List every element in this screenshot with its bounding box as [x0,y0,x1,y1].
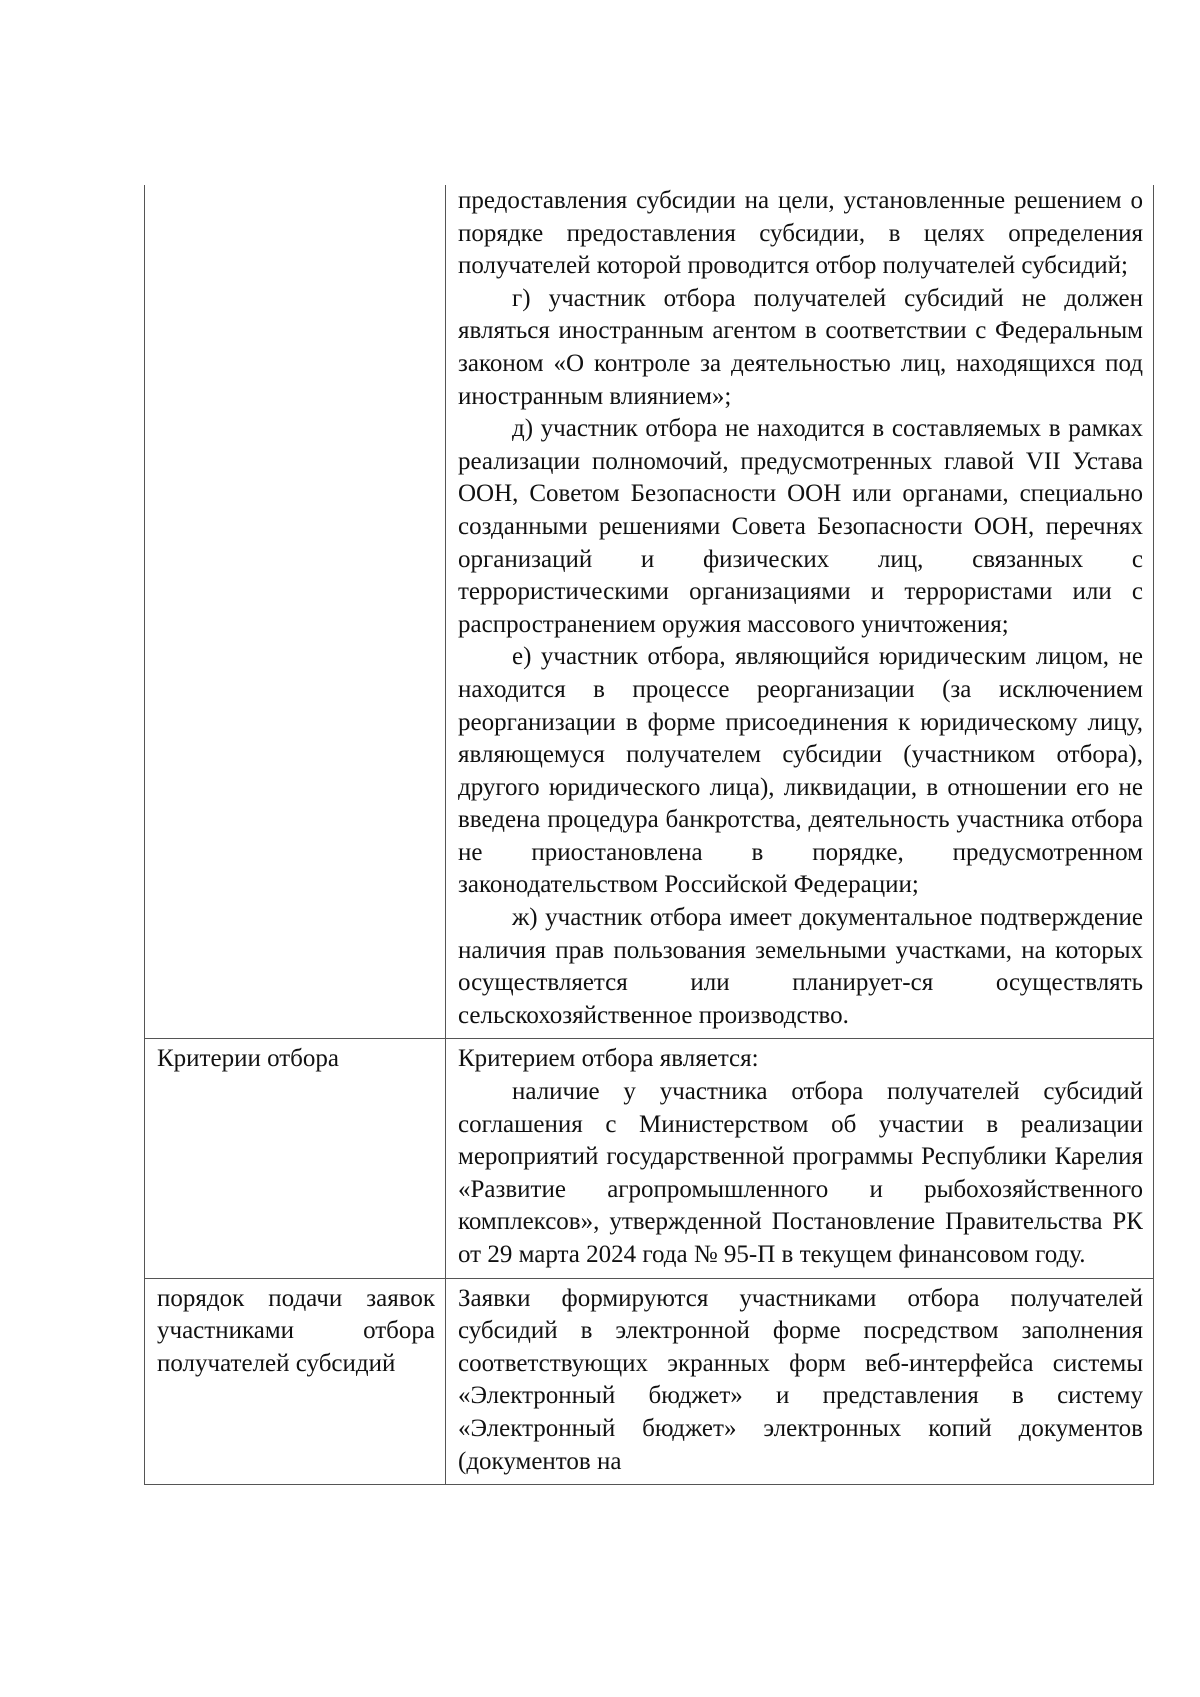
row-label-cell [145,1278,446,1485]
paragraph: наличие у участника отбора получателей субсидий соглашения с Министерством об участии в реализации мероприятий государственной программы Республики Карелия «Развитие агропромышленного и рыбохозяйственного комплексов», утвержденной Постановление Правительства РК от 29 марта 2024 года № 95-П в текущем финансовом году. [458,1078,1143,1268]
paragraph: Заявки формируются участниками отбора получателей субсидий в электронной форме посредством заполнения соответствующих экранных форм веб-интерфейса системы «Электронный бюджет» и представления в систему «Электронный бюджет» электронных копий документов (документов на [458,1284,1143,1475]
table-row [145,1278,1154,1485]
paragraph: Критерием отбора является: [458,1045,759,1073]
paragraph: ж) участник отбора имеет документальное подтверждение наличия прав пользования земельными участками, на которых осуществляется или планирует-ся осуществлять сельскохозяйственное производство. [458,904,1143,1029]
table-row [145,1039,1154,1278]
row-label-cell [145,1039,446,1278]
row-content-cell [446,1278,1154,1485]
paragraph: е) участник отбора, являющийся юридическим лицом, не находится в процессе реорганизации (за исключением реорганизации в форме присоединения к юридическому лицу, являющемуся получателем субсидии (участником отбора), другого юридического лица), ликвидации, в отношении его не введена процедура банкротства, деятельность участника отбора не приостановлена в порядке, предусмотренном законодательством Российской Федерации; [458,643,1143,899]
row-label: порядок подачи заявок участниками отбора получателей субсидий [157,1284,435,1377]
paragraph: предоставления субсидии на цели, установленные решением о порядке предоставления субсидии, в целях определения получателей которой проводится отбор получателей субсидий; [458,187,1143,280]
document-table [144,185,1154,1485]
paragraph: г) участник отбора получателей субсидий не должен являться иностранным агентом в соответствии с Федеральным законом «О контроле за деятельностью лиц, находящихся под иностранным влиянием»; [458,284,1143,410]
table-row [145,185,1154,1039]
row-label-cell [145,185,446,1039]
row-label: Критерии отбора [157,1045,339,1073]
row-content-cell [446,1039,1154,1278]
paragraph: д) участник отбора не находится в составляемых в рамках реализации полномочий, предусмотренных главой VII Устава ООН, Советом Безопасности ООН или органами, специально созданными решениями Совета Безопасности ООН, перечнях организаций и физических лиц, связанных с террористическими организациями и террористами или с распространением оружия массового уничтожения; [458,415,1143,638]
row-content-cell [446,185,1154,1039]
